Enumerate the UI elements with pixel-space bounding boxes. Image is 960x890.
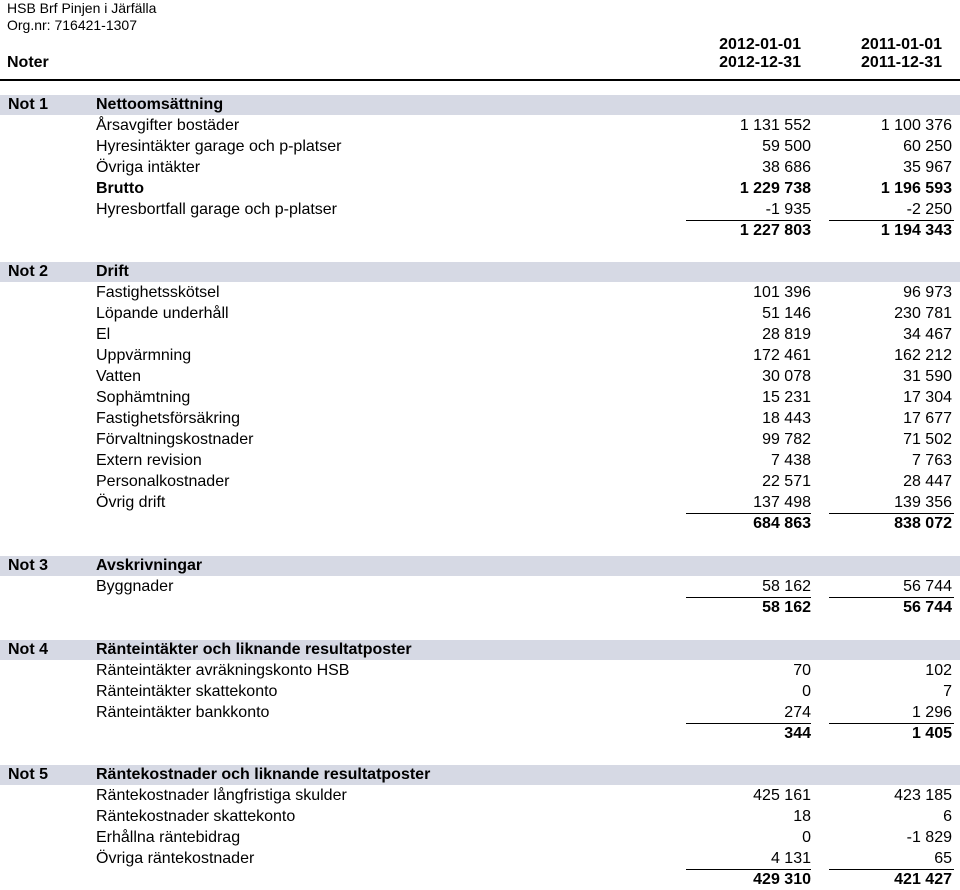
row-label: Brutto xyxy=(96,180,144,197)
note-label: Not 1 xyxy=(8,96,48,113)
value-2011: 230 781 xyxy=(894,305,952,322)
value-2012: 344 xyxy=(784,725,811,742)
value-2012: 0 xyxy=(802,829,811,846)
note-title: Drift xyxy=(96,263,129,280)
note-total-row xyxy=(0,723,960,744)
table-row xyxy=(0,366,960,387)
value-2011: 31 590 xyxy=(903,368,952,385)
table-row xyxy=(0,199,960,220)
value-2012: 425 161 xyxy=(753,787,811,804)
value-2011: 35 967 xyxy=(903,159,952,176)
row-label: Hyresbortfall garage och p-platser xyxy=(96,201,338,218)
note-title: Nettoomsättning xyxy=(96,96,224,113)
row-label: Ränteintäkter avräkningskonto HSB xyxy=(96,662,350,679)
value-2011: 421 427 xyxy=(894,871,952,888)
table-row xyxy=(0,702,960,723)
value-2012: 7 438 xyxy=(770,452,811,469)
value-2011: 17 304 xyxy=(903,389,952,406)
row-label: Ränteintäkter bankkonto xyxy=(96,704,270,721)
note-total-row xyxy=(0,869,960,890)
column-2012-start: 2012-01-01 xyxy=(719,36,801,53)
row-label: Förvaltningskostnader xyxy=(96,431,254,448)
note-title: Avskrivningar xyxy=(96,557,203,574)
note-total-row xyxy=(0,597,960,618)
row-label: Övriga räntekostnader xyxy=(96,850,255,867)
row-label: Personalkostnader xyxy=(96,473,230,490)
organization-name: HSB Brf Pinjen i Järfälla xyxy=(7,0,157,16)
table-row xyxy=(0,848,960,869)
table-row xyxy=(0,681,960,702)
value-2011: -2 250 xyxy=(906,201,952,218)
row-label: Årsavgifter bostäder xyxy=(96,117,240,134)
value-2012: 38 686 xyxy=(762,159,811,176)
value-2012: 22 571 xyxy=(762,473,811,490)
value-2012: 59 500 xyxy=(762,138,811,155)
value-2011: -1 829 xyxy=(906,829,952,846)
table-row xyxy=(0,282,960,303)
value-2012: 28 819 xyxy=(762,326,811,343)
value-2011: 1 296 xyxy=(911,704,952,721)
row-label: Hyresintäkter garage och p-platser xyxy=(96,138,342,155)
value-2011: 71 502 xyxy=(903,431,952,448)
value-2011: 6 xyxy=(943,808,952,825)
column-2012-end: 2012-12-31 xyxy=(719,54,801,71)
row-label: Byggnader xyxy=(96,578,174,595)
table-row xyxy=(0,450,960,471)
column-2011-start: 2011-01-01 xyxy=(861,36,942,53)
table-row xyxy=(0,136,960,157)
header-rule xyxy=(0,79,960,81)
note-header-band xyxy=(0,262,960,282)
value-2012: 0 xyxy=(802,683,811,700)
note-total-row xyxy=(0,513,960,534)
note-label: Not 3 xyxy=(8,557,48,574)
value-2012: 1 227 803 xyxy=(739,222,811,239)
table-row xyxy=(0,408,960,429)
table-row xyxy=(0,324,960,345)
value-2012: 58 162 xyxy=(762,599,811,616)
value-2012: 15 231 xyxy=(762,389,811,406)
table-row xyxy=(0,492,960,513)
organization-number: Org.nr: 716421-1307 xyxy=(7,17,137,33)
row-label: Fastighetsskötsel xyxy=(96,284,220,301)
row-label: Räntekostnader långfristiga skulder xyxy=(96,787,347,804)
table-row xyxy=(0,827,960,848)
table-row xyxy=(0,785,960,806)
note-total-row xyxy=(0,220,960,241)
value-2012: 274 xyxy=(784,704,811,721)
value-2012: 18 xyxy=(793,808,811,825)
table-row xyxy=(0,303,960,324)
table-row xyxy=(0,576,960,597)
column-2011-end: 2011-12-31 xyxy=(861,54,942,71)
row-label: Fastighetsförsäkring xyxy=(96,410,241,427)
value-2012: 58 162 xyxy=(762,578,811,595)
value-2012: 1 131 552 xyxy=(739,117,811,134)
value-2012: 51 146 xyxy=(762,305,811,322)
row-label: Vatten xyxy=(96,368,142,385)
table-row xyxy=(0,115,960,136)
row-label: Övriga intäkter xyxy=(96,159,201,176)
row-label: Övrig drift xyxy=(96,494,166,511)
value-2012: 70 xyxy=(793,662,811,679)
value-2011: 56 744 xyxy=(903,599,952,616)
value-2012: 30 078 xyxy=(762,368,811,385)
table-row xyxy=(0,178,960,199)
value-2011: 56 744 xyxy=(903,578,952,595)
value-2011: 1 194 343 xyxy=(880,222,952,239)
value-2011: 102 xyxy=(925,662,952,679)
table-row xyxy=(0,660,960,681)
note-title: Ränteintäkter och liknande resultatposter xyxy=(96,641,412,658)
value-2011: 838 072 xyxy=(894,515,952,532)
table-row xyxy=(0,471,960,492)
row-label: El xyxy=(96,326,111,343)
value-2012: 4 131 xyxy=(770,850,811,867)
note-label: Not 2 xyxy=(8,263,48,280)
table-row xyxy=(0,806,960,827)
value-2012: 172 461 xyxy=(753,347,811,364)
value-2012: 99 782 xyxy=(762,431,811,448)
note-label: Not 5 xyxy=(8,766,48,783)
value-2012: 684 863 xyxy=(753,515,811,532)
row-label: Erhållna räntebidrag xyxy=(96,829,241,846)
value-2011: 162 212 xyxy=(894,347,952,364)
value-2011: 96 973 xyxy=(903,284,952,301)
table-row xyxy=(0,157,960,178)
row-label: Löpande underhåll xyxy=(96,305,229,322)
value-2011: 1 196 593 xyxy=(880,180,952,197)
row-label: Extern revision xyxy=(96,452,202,469)
value-2011: 7 xyxy=(943,683,952,700)
value-2011: 60 250 xyxy=(903,138,952,155)
row-label: Uppvärmning xyxy=(96,347,192,364)
table-row xyxy=(0,345,960,366)
value-2012: 429 310 xyxy=(753,871,811,888)
noter-heading: Noter xyxy=(7,54,49,71)
row-label: Ränteintäkter skattekonto xyxy=(96,683,278,700)
value-2011: 28 447 xyxy=(903,473,952,490)
value-2012: 101 396 xyxy=(753,284,811,301)
note-label: Not 4 xyxy=(8,641,48,658)
value-2011: 1 405 xyxy=(911,725,952,742)
value-2011: 139 356 xyxy=(894,494,952,511)
value-2012: 18 443 xyxy=(762,410,811,427)
table-row xyxy=(0,387,960,408)
note-title: Räntekostnader och liknande resultatposter xyxy=(96,766,431,783)
value-2011: 34 467 xyxy=(903,326,952,343)
value-2011: 65 xyxy=(934,850,952,867)
value-2012: 1 229 738 xyxy=(739,180,811,197)
value-2012: 137 498 xyxy=(753,494,811,511)
value-2011: 17 677 xyxy=(903,410,952,427)
row-label: Sophämtning xyxy=(96,389,191,406)
row-label: Räntekostnader skattekonto xyxy=(96,808,296,825)
value-2011: 1 100 376 xyxy=(880,117,952,134)
value-2012: -1 935 xyxy=(765,201,811,218)
value-2011: 7 763 xyxy=(911,452,952,469)
table-row xyxy=(0,429,960,450)
value-2011: 423 185 xyxy=(894,787,952,804)
